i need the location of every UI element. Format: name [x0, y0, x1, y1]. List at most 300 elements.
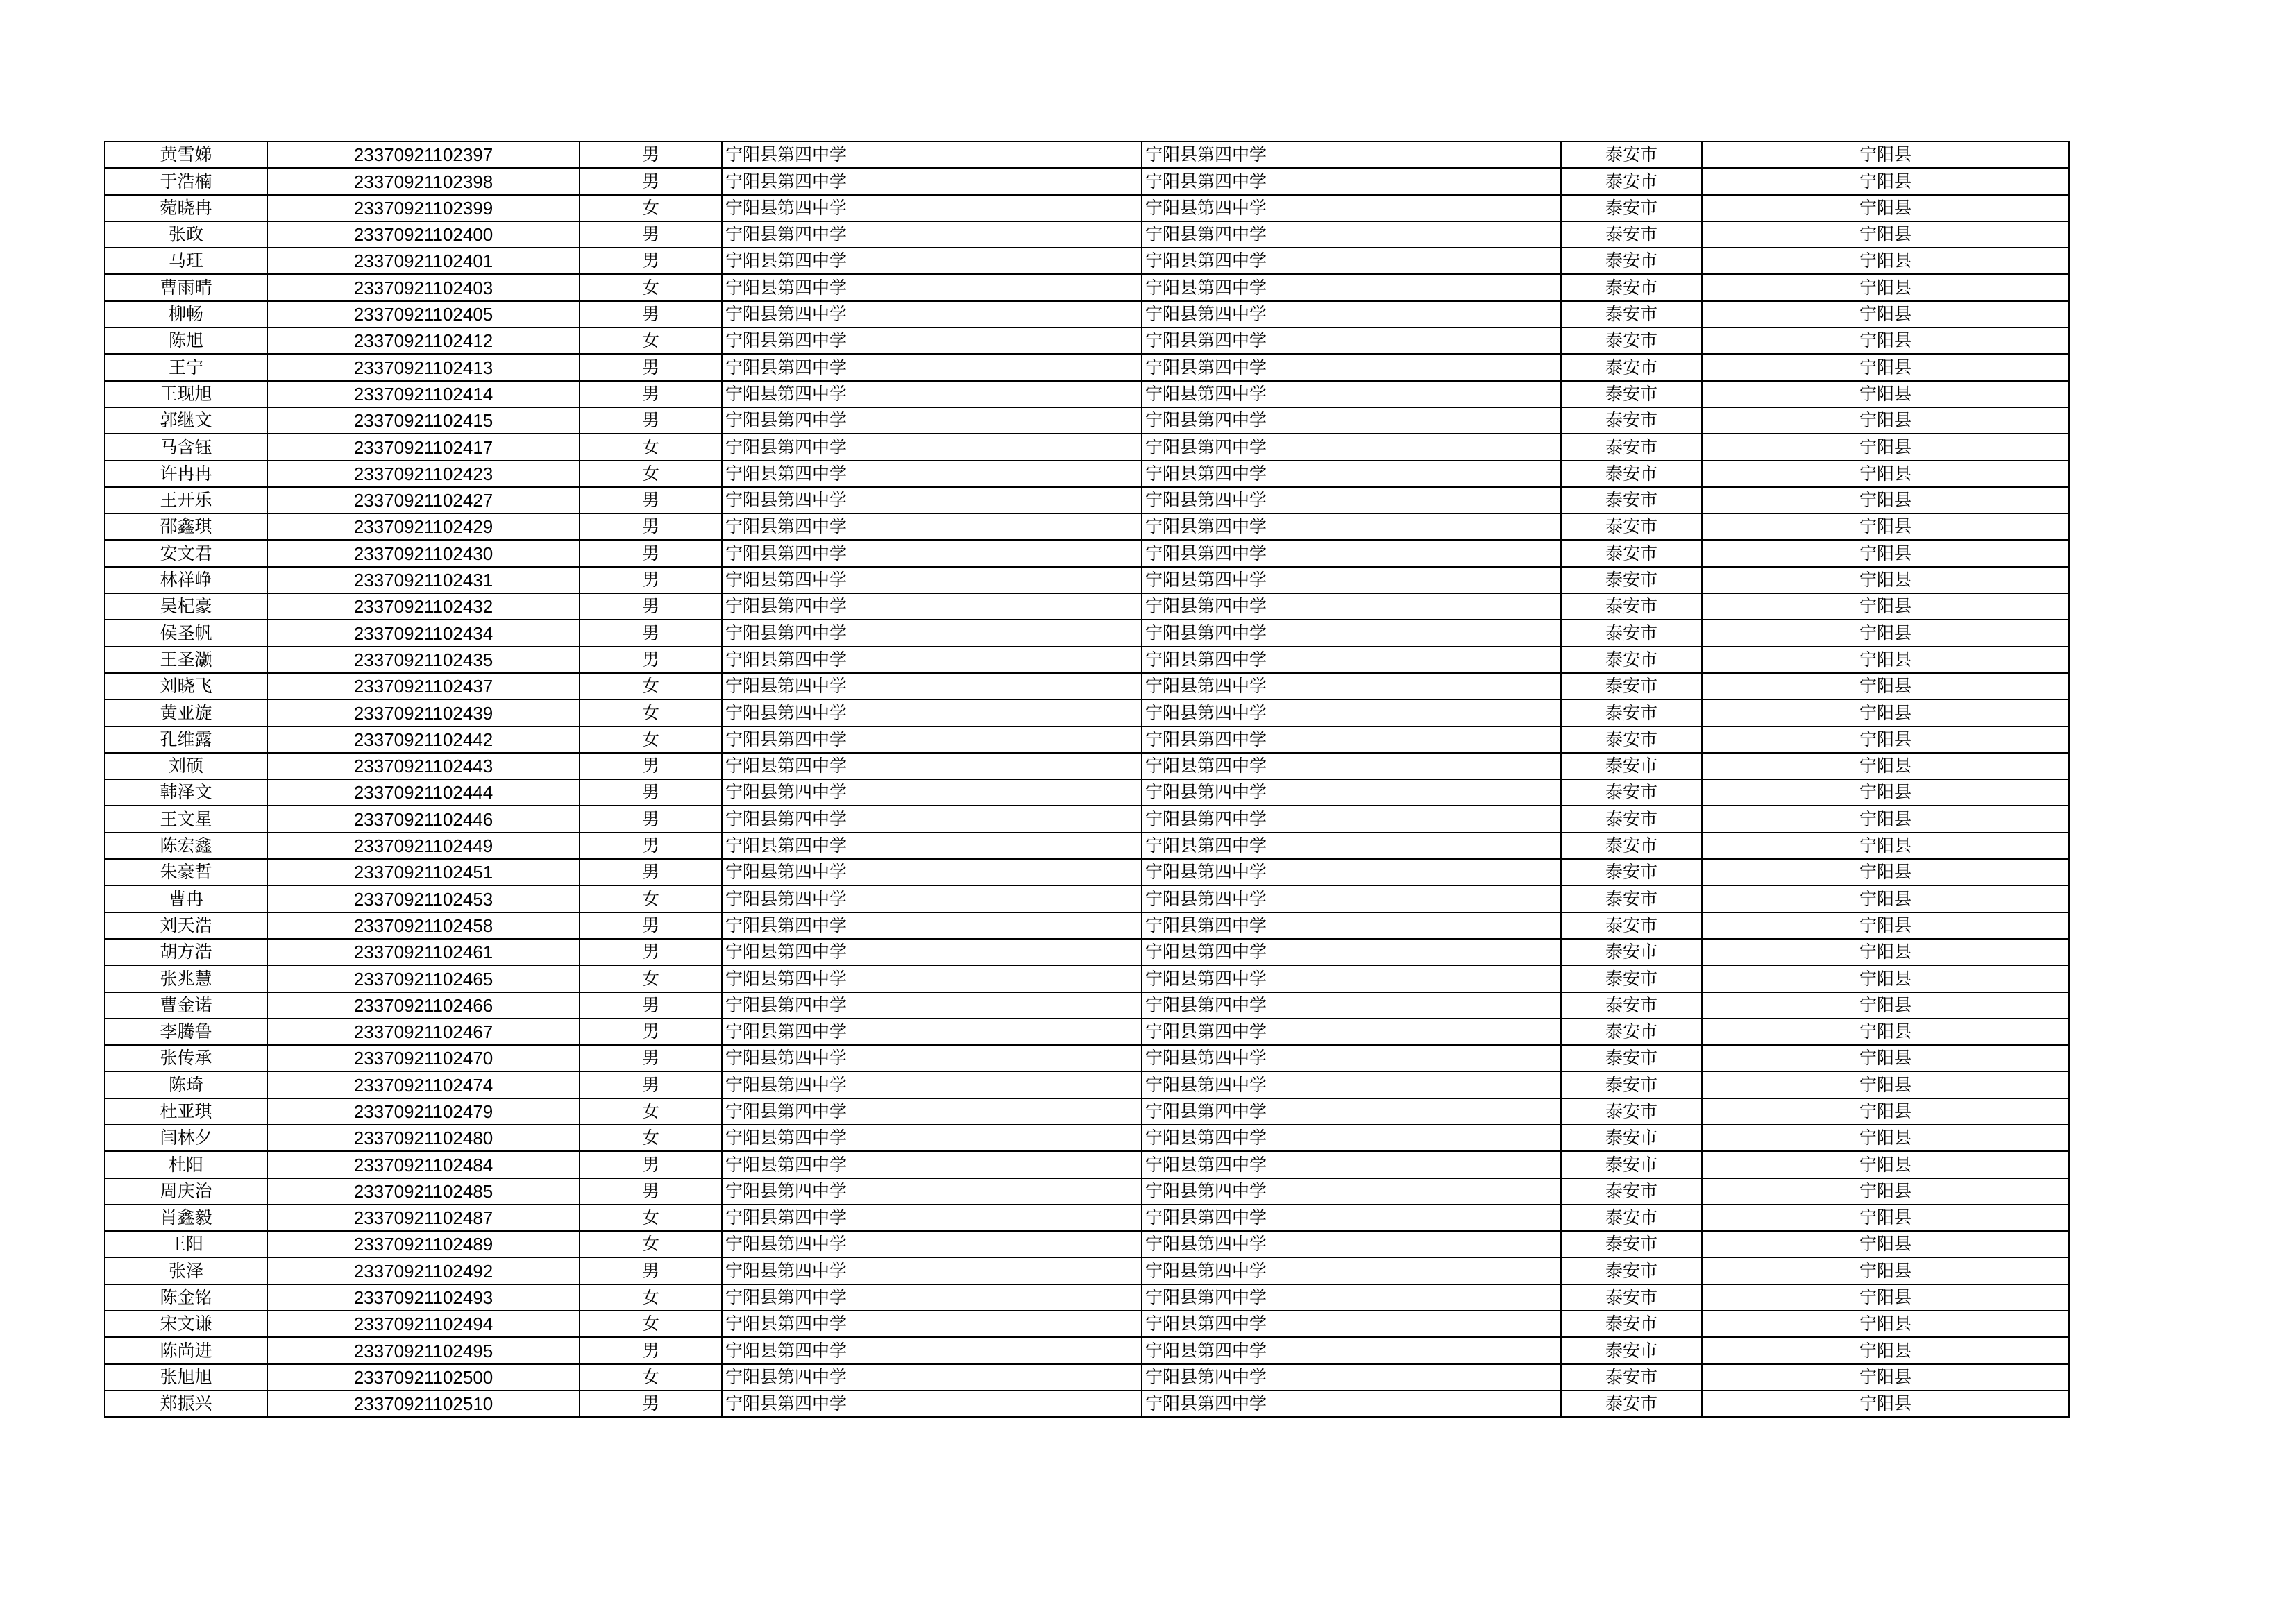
admit-school-cell: 宁阳县第四中学: [1142, 673, 1561, 699]
table-row: [105, 461, 2069, 487]
student-name-cell: 马玨: [105, 248, 267, 274]
roster-table: [104, 141, 2070, 1418]
gender-cell: 女: [580, 699, 722, 726]
admit-school-cell: 宁阳县第四中学: [1142, 1231, 1561, 1257]
gender-cell: 女: [580, 274, 722, 300]
table-row: [105, 513, 2069, 540]
exam-id-cell: 23370921102480: [267, 1125, 580, 1151]
student-name-cell: 王宁: [105, 354, 267, 380]
student-name-cell: 韩泽文: [105, 779, 267, 806]
admit-school-cell: 宁阳县第四中学: [1142, 1098, 1561, 1125]
table-row: [105, 381, 2069, 407]
exam-id-cell: 23370921102399: [267, 195, 580, 221]
exam-id-cell: 23370921102451: [267, 859, 580, 885]
city-cell: 泰安市: [1561, 168, 1702, 194]
city-cell: 泰安市: [1561, 1311, 1702, 1337]
exam-id-cell: 23370921102413: [267, 354, 580, 380]
gender-cell: 男: [580, 540, 722, 566]
student-name-cell: 柳畅: [105, 301, 267, 328]
county-cell: 宁阳县: [1702, 726, 2069, 753]
exam-id-cell: 23370921102412: [267, 328, 580, 354]
table-row: [105, 806, 2069, 832]
student-name-cell: 黄亚旋: [105, 699, 267, 726]
gender-cell: 男: [580, 301, 722, 328]
county-cell: 宁阳县: [1702, 620, 2069, 646]
admit-school-cell: 宁阳县第四中学: [1142, 699, 1561, 726]
admit-school-cell: 宁阳县第四中学: [1142, 833, 1561, 859]
city-cell: 泰安市: [1561, 354, 1702, 380]
student-name-cell: 吴杞豪: [105, 593, 267, 620]
city-cell: 泰安市: [1561, 806, 1702, 832]
gender-cell: 女: [580, 1098, 722, 1125]
school-cell: 宁阳县第四中学: [722, 513, 1142, 540]
table-row: [105, 274, 2069, 300]
city-cell: 泰安市: [1561, 992, 1702, 1019]
student-name-cell: 张旭旭: [105, 1364, 267, 1391]
student-name-cell: 曹金诺: [105, 992, 267, 1019]
table-row: [105, 833, 2069, 859]
exam-id-cell: 23370921102446: [267, 806, 580, 832]
city-cell: 泰安市: [1561, 699, 1702, 726]
admit-school-cell: 宁阳县第四中学: [1142, 1257, 1561, 1284]
school-cell: 宁阳县第四中学: [722, 1071, 1142, 1098]
city-cell: 泰安市: [1561, 939, 1702, 965]
city-cell: 泰安市: [1561, 885, 1702, 912]
admit-school-cell: 宁阳县第四中学: [1142, 939, 1561, 965]
school-cell: 宁阳县第四中学: [722, 647, 1142, 673]
student-name-cell: 张泽: [105, 1257, 267, 1284]
table-row: [105, 407, 2069, 434]
city-cell: 泰安市: [1561, 965, 1702, 992]
gender-cell: 男: [580, 833, 722, 859]
student-name-cell: 王圣灏: [105, 647, 267, 673]
city-cell: 泰安市: [1561, 1284, 1702, 1311]
school-cell: 宁阳县第四中学: [722, 1364, 1142, 1391]
city-cell: 泰安市: [1561, 1019, 1702, 1045]
exam-id-cell: 23370921102417: [267, 434, 580, 460]
admit-school-cell: 宁阳县第四中学: [1142, 1178, 1561, 1205]
city-cell: 泰安市: [1561, 461, 1702, 487]
exam-id-cell: 23370921102500: [267, 1364, 580, 1391]
city-cell: 泰安市: [1561, 912, 1702, 939]
gender-cell: 男: [580, 992, 722, 1019]
school-cell: 宁阳县第四中学: [722, 434, 1142, 460]
county-cell: 宁阳县: [1702, 647, 2069, 673]
school-cell: 宁阳县第四中学: [722, 168, 1142, 194]
school-cell: 宁阳县第四中学: [722, 1284, 1142, 1311]
admit-school-cell: 宁阳县第四中学: [1142, 354, 1561, 380]
school-cell: 宁阳县第四中学: [722, 673, 1142, 699]
exam-id-cell: 23370921102466: [267, 992, 580, 1019]
table-row: [105, 992, 2069, 1019]
school-cell: 宁阳县第四中学: [722, 221, 1142, 248]
county-cell: 宁阳县: [1702, 885, 2069, 912]
city-cell: 泰安市: [1561, 1151, 1702, 1178]
city-cell: 泰安市: [1561, 1071, 1702, 1098]
school-cell: 宁阳县第四中学: [722, 1151, 1142, 1178]
gender-cell: 男: [580, 647, 722, 673]
city-cell: 泰安市: [1561, 1337, 1702, 1363]
student-name-cell: 陈琦: [105, 1071, 267, 1098]
student-name-cell: 孔维露: [105, 726, 267, 753]
exam-id-cell: 23370921102484: [267, 1151, 580, 1178]
city-cell: 泰安市: [1561, 513, 1702, 540]
student-name-cell: 陈旭: [105, 328, 267, 354]
exam-id-cell: 23370921102403: [267, 274, 580, 300]
admit-school-cell: 宁阳县第四中学: [1142, 301, 1561, 328]
student-name-cell: 周庆治: [105, 1178, 267, 1205]
county-cell: 宁阳县: [1702, 1231, 2069, 1257]
admit-school-cell: 宁阳县第四中学: [1142, 248, 1561, 274]
county-cell: 宁阳县: [1702, 859, 2069, 885]
exam-id-cell: 23370921102405: [267, 301, 580, 328]
student-name-cell: 曹冉: [105, 885, 267, 912]
school-cell: 宁阳县第四中学: [722, 939, 1142, 965]
city-cell: 泰安市: [1561, 381, 1702, 407]
city-cell: 泰安市: [1561, 726, 1702, 753]
admit-school-cell: 宁阳县第四中学: [1142, 1125, 1561, 1151]
gender-cell: 男: [580, 593, 722, 620]
city-cell: 泰安市: [1561, 833, 1702, 859]
table-row: [105, 540, 2069, 566]
school-cell: 宁阳县第四中学: [722, 381, 1142, 407]
school-cell: 宁阳县第四中学: [722, 885, 1142, 912]
city-cell: 泰安市: [1561, 328, 1702, 354]
table-row: [105, 1311, 2069, 1337]
student-name-cell: 王开乐: [105, 487, 267, 513]
school-cell: 宁阳县第四中学: [722, 1045, 1142, 1071]
gender-cell: 男: [580, 354, 722, 380]
admit-school-cell: 宁阳县第四中学: [1142, 965, 1561, 992]
exam-id-cell: 23370921102485: [267, 1178, 580, 1205]
table-row: [105, 1284, 2069, 1311]
exam-id-cell: 23370921102435: [267, 647, 580, 673]
county-cell: 宁阳县: [1702, 1071, 2069, 1098]
student-name-cell: 杜阳: [105, 1151, 267, 1178]
city-cell: 泰安市: [1561, 434, 1702, 460]
admit-school-cell: 宁阳县第四中学: [1142, 593, 1561, 620]
admit-school-cell: 宁阳县第四中学: [1142, 1337, 1561, 1363]
school-cell: 宁阳县第四中学: [722, 1205, 1142, 1231]
county-cell: 宁阳县: [1702, 168, 2069, 194]
admit-school-cell: 宁阳县第四中学: [1142, 1045, 1561, 1071]
county-cell: 宁阳县: [1702, 1391, 2069, 1417]
city-cell: 泰安市: [1561, 1364, 1702, 1391]
school-cell: 宁阳县第四中学: [722, 1231, 1142, 1257]
gender-cell: 男: [580, 939, 722, 965]
county-cell: 宁阳县: [1702, 407, 2069, 434]
admit-school-cell: 宁阳县第四中学: [1142, 1019, 1561, 1045]
county-cell: 宁阳县: [1702, 1337, 2069, 1363]
county-cell: 宁阳县: [1702, 965, 2069, 992]
exam-id-cell: 23370921102444: [267, 779, 580, 806]
county-cell: 宁阳县: [1702, 142, 2069, 168]
county-cell: 宁阳县: [1702, 1311, 2069, 1337]
admit-school-cell: 宁阳县第四中学: [1142, 195, 1561, 221]
gender-cell: 男: [580, 859, 722, 885]
student-name-cell: 陈金铭: [105, 1284, 267, 1311]
city-cell: 泰安市: [1561, 195, 1702, 221]
school-cell: 宁阳县第四中学: [722, 1098, 1142, 1125]
city-cell: 泰安市: [1561, 540, 1702, 566]
county-cell: 宁阳县: [1702, 487, 2069, 513]
student-name-cell: 刘硕: [105, 753, 267, 779]
admit-school-cell: 宁阳县第四中学: [1142, 461, 1561, 487]
admit-school-cell: 宁阳县第四中学: [1142, 407, 1561, 434]
exam-id-cell: 23370921102423: [267, 461, 580, 487]
roster-body: [105, 142, 2069, 1417]
county-cell: 宁阳县: [1702, 939, 2069, 965]
exam-id-cell: 23370921102449: [267, 833, 580, 859]
county-cell: 宁阳县: [1702, 513, 2069, 540]
admit-school-cell: 宁阳县第四中学: [1142, 1391, 1561, 1417]
city-cell: 泰安市: [1561, 1231, 1702, 1257]
table-row: [105, 1205, 2069, 1231]
exam-id-cell: 23370921102401: [267, 248, 580, 274]
exam-id-cell: 23370921102479: [267, 1098, 580, 1125]
city-cell: 泰安市: [1561, 487, 1702, 513]
city-cell: 泰安市: [1561, 274, 1702, 300]
table-row: [105, 885, 2069, 912]
school-cell: 宁阳县第四中学: [722, 620, 1142, 646]
gender-cell: 女: [580, 1284, 722, 1311]
school-cell: 宁阳县第四中学: [722, 859, 1142, 885]
table-row: [105, 168, 2069, 194]
exam-id-cell: 23370921102439: [267, 699, 580, 726]
gender-cell: 男: [580, 1257, 722, 1284]
admit-school-cell: 宁阳县第四中学: [1142, 1071, 1561, 1098]
table-row: [105, 1391, 2069, 1417]
school-cell: 宁阳县第四中学: [722, 354, 1142, 380]
student-name-cell: 王阳: [105, 1231, 267, 1257]
admit-school-cell: 宁阳县第四中学: [1142, 487, 1561, 513]
county-cell: 宁阳县: [1702, 1178, 2069, 1205]
admit-school-cell: 宁阳县第四中学: [1142, 1284, 1561, 1311]
admit-school-cell: 宁阳县第四中学: [1142, 1151, 1561, 1178]
city-cell: 泰安市: [1561, 673, 1702, 699]
exam-id-cell: 23370921102432: [267, 593, 580, 620]
table-row: [105, 1364, 2069, 1391]
exam-id-cell: 23370921102427: [267, 487, 580, 513]
table-row: [105, 328, 2069, 354]
admit-school-cell: 宁阳县第四中学: [1142, 753, 1561, 779]
school-cell: 宁阳县第四中学: [722, 142, 1142, 168]
exam-id-cell: 23370921102510: [267, 1391, 580, 1417]
school-cell: 宁阳县第四中学: [722, 1311, 1142, 1337]
exam-id-cell: 23370921102398: [267, 168, 580, 194]
city-cell: 泰安市: [1561, 1257, 1702, 1284]
exam-id-cell: 23370921102437: [267, 673, 580, 699]
gender-cell: 男: [580, 1178, 722, 1205]
exam-id-cell: 23370921102442: [267, 726, 580, 753]
school-cell: 宁阳县第四中学: [722, 912, 1142, 939]
school-cell: 宁阳县第四中学: [722, 487, 1142, 513]
school-cell: 宁阳县第四中学: [722, 195, 1142, 221]
table-row: [105, 195, 2069, 221]
county-cell: 宁阳县: [1702, 1364, 2069, 1391]
county-cell: 宁阳县: [1702, 434, 2069, 460]
gender-cell: 女: [580, 195, 722, 221]
student-name-cell: 郑振兴: [105, 1391, 267, 1417]
school-cell: 宁阳县第四中学: [722, 992, 1142, 1019]
gender-cell: 女: [580, 461, 722, 487]
exam-id-cell: 23370921102489: [267, 1231, 580, 1257]
county-cell: 宁阳县: [1702, 779, 2069, 806]
city-cell: 泰安市: [1561, 221, 1702, 248]
county-cell: 宁阳县: [1702, 381, 2069, 407]
student-name-cell: 肖鑫毅: [105, 1205, 267, 1231]
school-cell: 宁阳县第四中学: [722, 1125, 1142, 1151]
student-name-cell: 朱豪哲: [105, 859, 267, 885]
county-cell: 宁阳县: [1702, 806, 2069, 832]
county-cell: 宁阳县: [1702, 195, 2069, 221]
table-row: [105, 567, 2069, 593]
table-row: [105, 1045, 2069, 1071]
gender-cell: 男: [580, 1071, 722, 1098]
table-row: [105, 354, 2069, 380]
school-cell: 宁阳县第四中学: [722, 779, 1142, 806]
city-cell: 泰安市: [1561, 859, 1702, 885]
county-cell: 宁阳县: [1702, 274, 2069, 300]
county-cell: 宁阳县: [1702, 1257, 2069, 1284]
student-name-cell: 安文君: [105, 540, 267, 566]
school-cell: 宁阳县第四中学: [722, 1178, 1142, 1205]
admit-school-cell: 宁阳县第四中学: [1142, 540, 1561, 566]
school-cell: 宁阳县第四中学: [722, 833, 1142, 859]
table-row: [105, 142, 2069, 168]
admit-school-cell: 宁阳县第四中学: [1142, 1311, 1561, 1337]
table-row: [105, 1178, 2069, 1205]
school-cell: 宁阳县第四中学: [722, 806, 1142, 832]
table-row: [105, 434, 2069, 460]
admit-school-cell: 宁阳县第四中学: [1142, 647, 1561, 673]
student-name-cell: 黄雪娣: [105, 142, 267, 168]
table-row: [105, 1098, 2069, 1125]
county-cell: 宁阳县: [1702, 301, 2069, 328]
student-name-cell: 刘晓飞: [105, 673, 267, 699]
city-cell: 泰安市: [1561, 407, 1702, 434]
student-name-cell: 邵鑫琪: [105, 513, 267, 540]
student-name-cell: 郭继文: [105, 407, 267, 434]
table-row: [105, 647, 2069, 673]
school-cell: 宁阳县第四中学: [722, 274, 1142, 300]
exam-id-cell: 23370921102492: [267, 1257, 580, 1284]
table-row: [105, 1231, 2069, 1257]
student-name-cell: 马含钰: [105, 434, 267, 460]
county-cell: 宁阳县: [1702, 1205, 2069, 1231]
student-name-cell: 宋文谦: [105, 1311, 267, 1337]
admit-school-cell: 宁阳县第四中学: [1142, 1205, 1561, 1231]
student-name-cell: 张传承: [105, 1045, 267, 1071]
county-cell: 宁阳县: [1702, 912, 2069, 939]
table-row: [105, 593, 2069, 620]
city-cell: 泰安市: [1561, 142, 1702, 168]
city-cell: 泰安市: [1561, 301, 1702, 328]
table-row: [105, 859, 2069, 885]
school-cell: 宁阳县第四中学: [722, 328, 1142, 354]
county-cell: 宁阳县: [1702, 221, 2069, 248]
city-cell: 泰安市: [1561, 1178, 1702, 1205]
city-cell: 泰安市: [1561, 1045, 1702, 1071]
admit-school-cell: 宁阳县第四中学: [1142, 859, 1561, 885]
student-name-cell: 张政: [105, 221, 267, 248]
school-cell: 宁阳县第四中学: [722, 567, 1142, 593]
exam-id-cell: 23370921102470: [267, 1045, 580, 1071]
school-cell: 宁阳县第四中学: [722, 726, 1142, 753]
student-name-cell: 张兆慧: [105, 965, 267, 992]
admit-school-cell: 宁阳县第四中学: [1142, 142, 1561, 168]
admit-school-cell: 宁阳县第四中学: [1142, 806, 1561, 832]
student-name-cell: 林祥峥: [105, 567, 267, 593]
county-cell: 宁阳县: [1702, 1284, 2069, 1311]
table-row: [105, 1337, 2069, 1363]
city-cell: 泰安市: [1561, 1391, 1702, 1417]
city-cell: 泰安市: [1561, 753, 1702, 779]
exam-id-cell: 23370921102467: [267, 1019, 580, 1045]
exam-id-cell: 23370921102431: [267, 567, 580, 593]
city-cell: 泰安市: [1561, 779, 1702, 806]
table-row: [105, 301, 2069, 328]
gender-cell: 男: [580, 1019, 722, 1045]
admit-school-cell: 宁阳县第四中学: [1142, 381, 1561, 407]
gender-cell: 男: [580, 567, 722, 593]
exam-id-cell: 23370921102430: [267, 540, 580, 566]
city-cell: 泰安市: [1561, 620, 1702, 646]
county-cell: 宁阳县: [1702, 593, 2069, 620]
gender-cell: 男: [580, 806, 722, 832]
county-cell: 宁阳县: [1702, 673, 2069, 699]
gender-cell: 男: [580, 381, 722, 407]
gender-cell: 男: [580, 1391, 722, 1417]
admit-school-cell: 宁阳县第四中学: [1142, 168, 1561, 194]
student-name-cell: 王文星: [105, 806, 267, 832]
gender-cell: 女: [580, 1364, 722, 1391]
school-cell: 宁阳县第四中学: [722, 1019, 1142, 1045]
city-cell: 泰安市: [1561, 1205, 1702, 1231]
school-cell: 宁阳县第四中学: [722, 1257, 1142, 1284]
gender-cell: 男: [580, 513, 722, 540]
gender-cell: 男: [580, 620, 722, 646]
admit-school-cell: 宁阳县第四中学: [1142, 992, 1561, 1019]
school-cell: 宁阳县第四中学: [722, 593, 1142, 620]
table-row: [105, 1071, 2069, 1098]
student-name-cell: 陈宏鑫: [105, 833, 267, 859]
exam-id-cell: 23370921102494: [267, 1311, 580, 1337]
table-row: [105, 620, 2069, 646]
admit-school-cell: 宁阳县第四中学: [1142, 1364, 1561, 1391]
student-name-cell: 胡方浩: [105, 939, 267, 965]
exam-id-cell: 23370921102465: [267, 965, 580, 992]
table-row: [105, 487, 2069, 513]
exam-id-cell: 23370921102414: [267, 381, 580, 407]
gender-cell: 男: [580, 407, 722, 434]
county-cell: 宁阳县: [1702, 1151, 2069, 1178]
school-cell: 宁阳县第四中学: [722, 1337, 1142, 1363]
table-row: [105, 1019, 2069, 1045]
table-row: [105, 1125, 2069, 1151]
exam-id-cell: 23370921102493: [267, 1284, 580, 1311]
student-name-cell: 菀晓冉: [105, 195, 267, 221]
gender-cell: 男: [580, 912, 722, 939]
admit-school-cell: 宁阳县第四中学: [1142, 274, 1561, 300]
gender-cell: 女: [580, 1311, 722, 1337]
school-cell: 宁阳县第四中学: [722, 965, 1142, 992]
exam-id-cell: 23370921102434: [267, 620, 580, 646]
table-row: [105, 1151, 2069, 1178]
county-cell: 宁阳县: [1702, 248, 2069, 274]
exam-id-cell: 23370921102453: [267, 885, 580, 912]
city-cell: 泰安市: [1561, 647, 1702, 673]
